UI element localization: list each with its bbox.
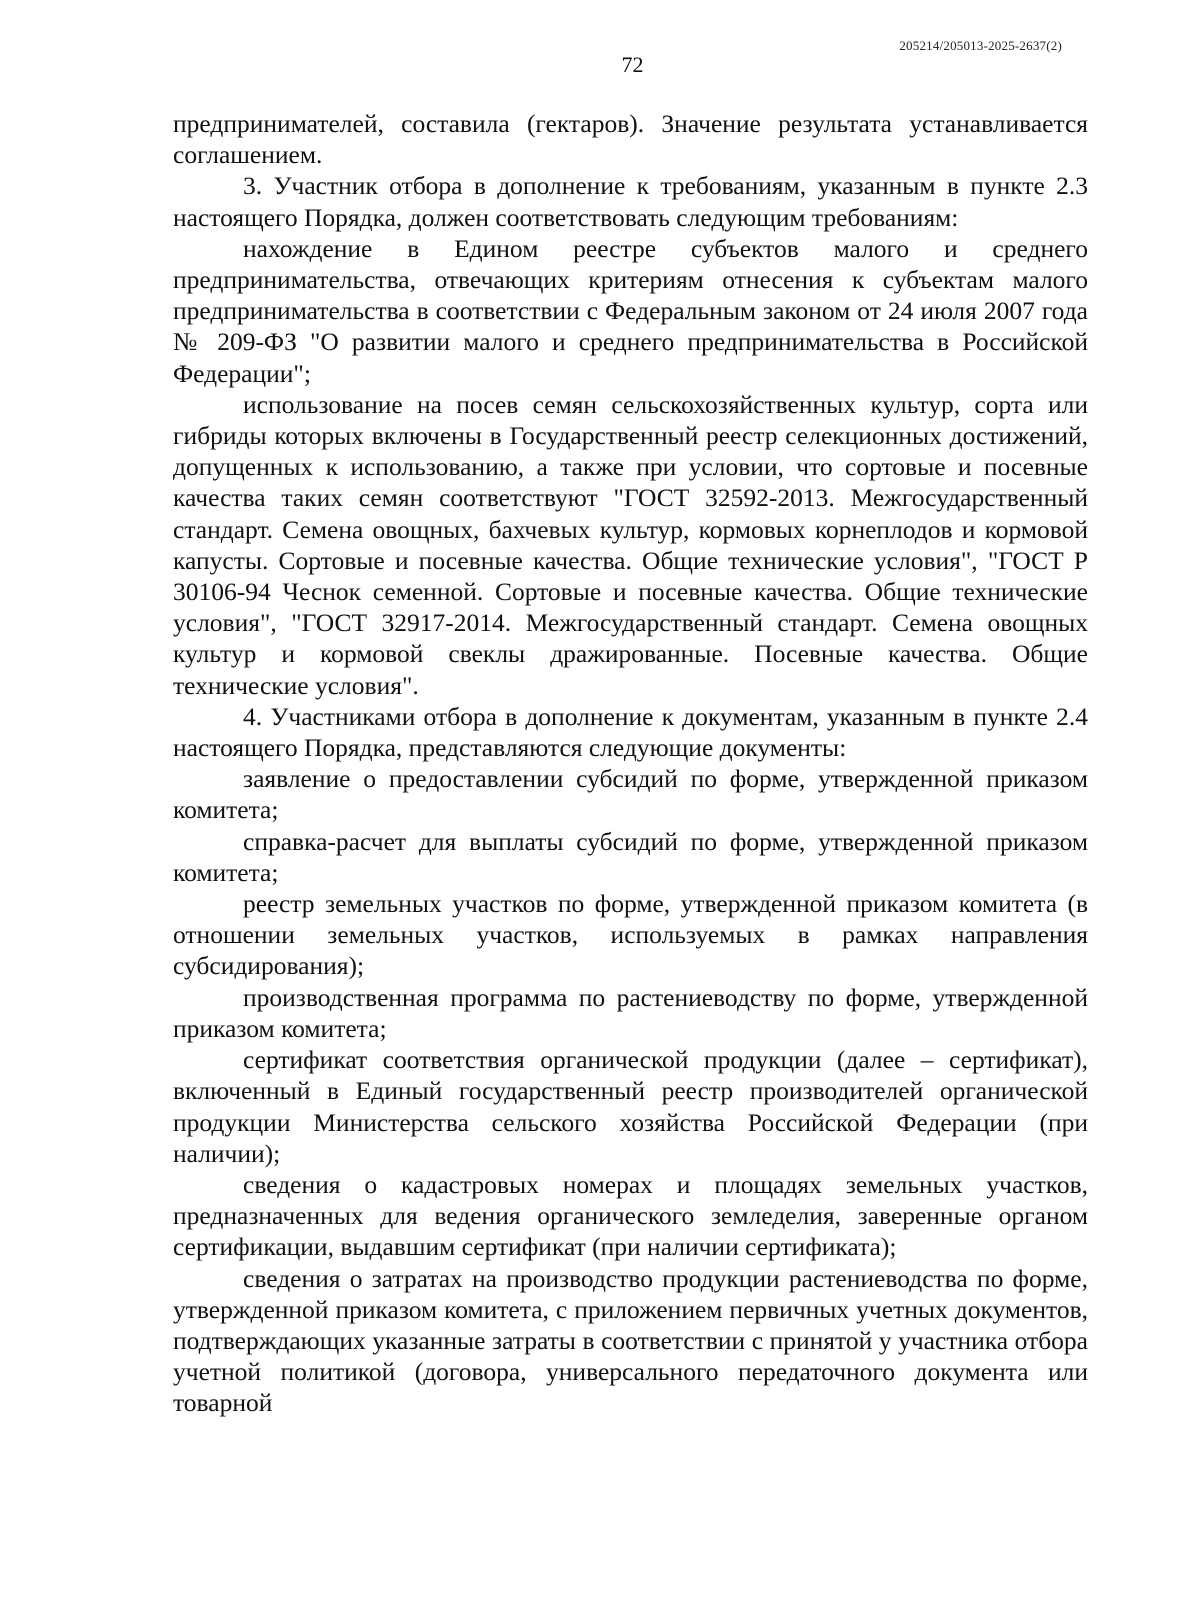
paragraph-continuation: предпринимателей, составила (гектаров). Значение результата устанавливается соглашением. <box>173 109 1088 170</box>
paragraph-doc-production-program: производственная программа по растениеводству по форме, утвержденной приказом комитета; <box>173 982 1088 1043</box>
paragraph-doc-land-registry: реестр земельных участков по форме, утвержденной приказом комитета (в отношении земельных участков, используемых в рамках направления субсидирования); <box>173 889 1088 981</box>
document-body <box>173 108 1088 1419</box>
paragraph-requirement-registry: нахождение в Едином реестре субъектов малого и среднего предпринимательства, отвечающих критериям отнесения к субъектам малого предпринимательства в соответствии с Федеральным законом от 24 июля 2007 года № 209-ФЗ "О развитии малого и среднего предпринимательства в Российской Федерации"; <box>173 233 1088 388</box>
paragraph-doc-cadastral: сведения о кадастровых номерах и площадях земельных участков, предназначенных для ведения органического земледелия, заверенные органом сертификации, выдавшим сертификат (при наличии сертификата); <box>173 1169 1088 1262</box>
paragraph-requirement-seeds: использование на посев семян сельскохозяйственных культур, сорта или гибриды которых включены в Государственный реестр селекционных достижений, допущенных к использованию, а также при условии, что сортовые и посевные качества таких семян соответствуют "ГОСТ 32592-2013. Межгосударственный стандарт. Семена овощных, бахчевых культур, кормовых корнеплодов и кормовой капусты. Сортовые и посевные качества. Общие технические условия", "ГОСТ Р 30106-94 Чеснок семенной. Сортовые и посевные качества. Общие технические условия", "ГОСТ 32917-2014. Межгосударственный стандарт. Семена овощных культур и кормовой свеклы дражированные. Посевные качества. Общие технические условия". <box>173 389 1088 700</box>
paragraph-doc-certificate: сертификат соответствия органической продукции (далее – сертификат), включенный в Единый государственный реестр производителей органической продукции Министерства сельского хозяйства Российской Федерации (при наличии); <box>173 1045 1088 1168</box>
page-number: 72 <box>621 52 644 77</box>
document-id: 205214/205013-2025-2637(2) <box>899 38 1062 53</box>
paragraph-item-3: 3. Участник отбора в дополнение к требованиям, указанным в пункте 2.3 настоящего Порядка, должен соответствовать следующим требованиям: <box>173 171 1088 232</box>
paragraph-item-4: 4. Участниками отбора в дополнение к документам, указанным в пункте 2.4 настоящего Порядка, представляются следующие документы: <box>173 701 1088 763</box>
paragraph-doc-costs: сведения о затратах на производство продукции растениеводства по форме, утвержденной приказом комитета, с приложением первичных учетных документов, подтверждающих указанные затраты в соответствии с принятой у участника отбора учетной политикой (договора, универсального передаточного документа или товарной <box>173 1263 1088 1418</box>
paragraph-doc-calculation: справка-расчет для выплаты субсидий по форме, утвержденной приказом комитета; <box>173 826 1088 887</box>
paragraph-doc-application: заявление о предоставлении субсидий по форме, утвержденной приказом комитета; <box>173 764 1088 825</box>
